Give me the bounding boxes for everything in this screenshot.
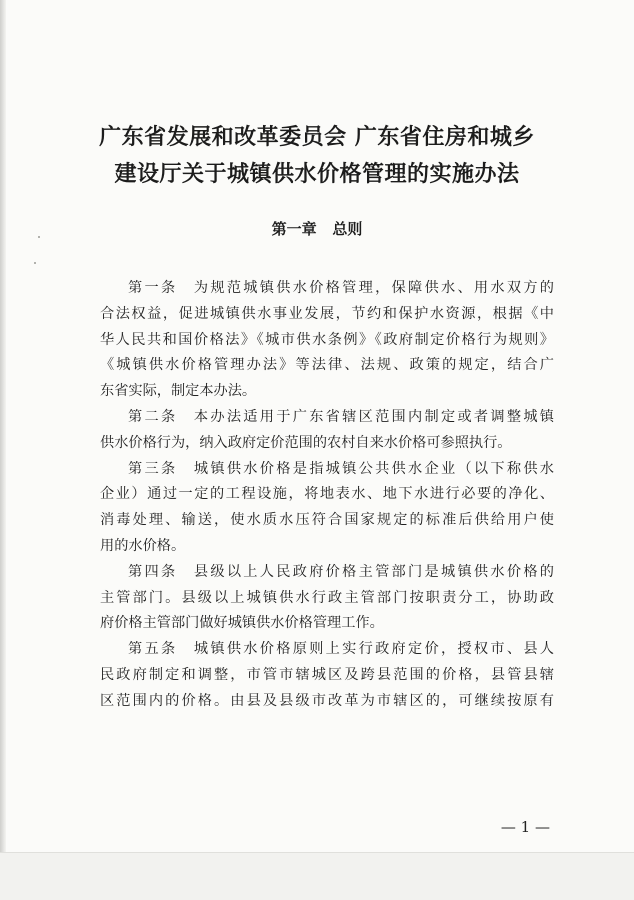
body-text-line: 企业）通过一定的工程设施，将地表水、地下水进行必要的净化、 xyxy=(100,486,554,503)
body-text-line: 第四条 县级以上人民政府价格主管部门是城镇供水价格的 xyxy=(128,563,554,580)
scan-left-edge xyxy=(0,0,6,900)
body-text-line: 区范围内的价格。由县及县级市改革为市辖区的，可继续按原有 xyxy=(100,692,554,709)
scan-speck xyxy=(34,262,36,264)
chapter-heading: 第一章 总则 xyxy=(271,220,363,238)
body-text-line: 第一条 为规范城镇供水价格管理，保障供水、用水双方的 xyxy=(128,280,554,296)
page-number: — 1 — xyxy=(500,818,550,836)
body-text-line: 民政府制定和调整，市管市辖城区及跨县范围的价格，县管县辖 xyxy=(100,666,554,683)
body-text-line: 第二条 本办法适用于广东省辖区范围内制定或者调整城镇 xyxy=(128,408,554,425)
body-text-line: 第三条 城镇供水价格是指城镇公共供水企业（以下称供水 xyxy=(128,460,554,477)
body-text-line: 合法权益，促进城镇供水事业发展，节约和保护水资源，根据《中 xyxy=(100,305,554,322)
body-text-line: 华人民共和国价格法》《城市供水条例》《政府制定价格行为规则》 xyxy=(100,331,554,348)
document-body xyxy=(100,276,554,715)
body-text-line: 东省实际，制定本办法。 xyxy=(100,383,257,400)
body-text-line: 用的水价格。 xyxy=(100,537,186,554)
document-title-line-2: 建设厅关于城镇供水价格管理的实施办法 xyxy=(114,161,520,187)
body-text-line: 主管部门。县级以上城镇供水行政主管部门按职责分工，协助政 xyxy=(100,589,554,606)
body-text-line: 府价格主管部门做好城镇供水价格管理工作。 xyxy=(100,615,384,632)
body-text-line: 消毒处理、输送，使水质水压符合国家规定的标准后供给用户使 xyxy=(100,512,554,529)
body-text-line: 《城镇供水价格管理办法》等法律、法规、政策的规定，结合广 xyxy=(100,357,554,374)
scan-bottom-margin xyxy=(0,852,634,900)
body-text-line: 供水价格行为，纳入政府定价范围的农村自来水价格可参照执行。 xyxy=(100,434,512,451)
document-title-line-1: 广东省发展和改革委员会 广东省住房和城乡 xyxy=(99,124,535,150)
body-text-line: 第五条 城镇供水价格原则上实行政府定价，授权市、县人 xyxy=(128,641,554,658)
